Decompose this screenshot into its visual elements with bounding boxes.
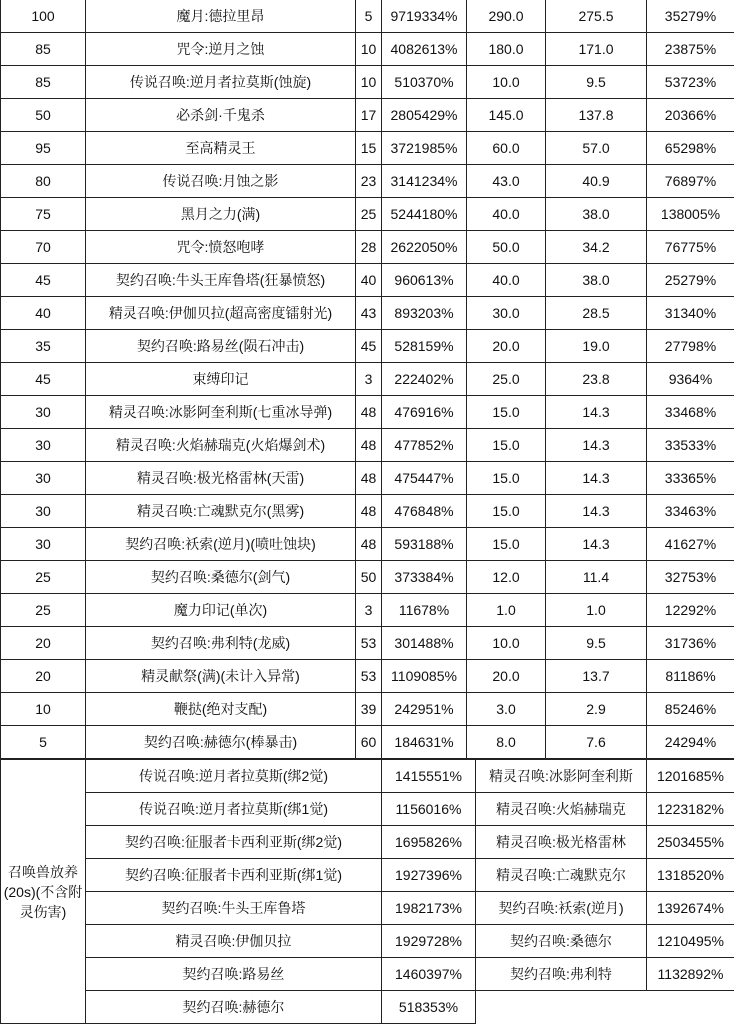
- table-row: [1, 429, 734, 462]
- cooldown-cell: 12.0: [467, 561, 546, 594]
- reduced-cooldown-cell: 171.0: [546, 33, 647, 66]
- reduced-cooldown-cell: 14.3: [546, 396, 647, 429]
- total-damage-cell: 528159%: [382, 330, 467, 363]
- reduced-cooldown-cell: 13.7: [546, 660, 647, 693]
- table-row: [1, 892, 734, 925]
- count-cell: 43: [356, 297, 382, 330]
- count-cell: 48: [356, 396, 382, 429]
- reduced-cooldown-cell: 7.6: [546, 726, 647, 759]
- table-row: [1, 363, 734, 396]
- summon-name-cell: 传说召唤:逆月者拉莫斯(绑1觉): [86, 793, 382, 826]
- total-damage-cell: 184631%: [382, 726, 467, 759]
- summon-damage-cell: 1929728%: [382, 925, 476, 958]
- table-row: [1, 462, 734, 495]
- per-cd-damage-cell: 138005%: [647, 198, 734, 231]
- level-cell: 25: [1, 561, 86, 594]
- level-cell: 70: [1, 231, 86, 264]
- summon-damage-cell: 1927396%: [382, 859, 476, 892]
- summon-name-cell: 契约召唤:赫德尔: [86, 991, 382, 1024]
- skill-name-cell: 黑月之力(满): [86, 198, 356, 231]
- table-row: [1, 264, 734, 297]
- summon-name-cell: 精灵召唤:伊伽贝拉: [86, 925, 382, 958]
- reduced-cooldown-cell: 2.9: [546, 693, 647, 726]
- reduced-cooldown-cell: 137.8: [546, 99, 647, 132]
- table-row: [1, 726, 734, 759]
- level-cell: 30: [1, 429, 86, 462]
- cooldown-cell: 10.0: [467, 627, 546, 660]
- summon-name-cell: 契约召唤:牛头王库鲁塔: [86, 892, 382, 925]
- total-damage-cell: 3721985%: [382, 132, 467, 165]
- table-row: [1, 693, 734, 726]
- level-cell: 30: [1, 528, 86, 561]
- level-cell: 10: [1, 693, 86, 726]
- level-cell: 45: [1, 264, 86, 297]
- summon-damage-table: [0, 759, 734, 1024]
- reduced-cooldown-cell: 28.5: [546, 297, 647, 330]
- skill-name-cell: 精灵献祭(满)(未计入异常): [86, 660, 356, 693]
- table-row: [1, 859, 734, 892]
- skill-name-cell: 精灵召唤:亡魂默克尔(黑雾): [86, 495, 356, 528]
- per-cd-damage-cell: 12292%: [647, 594, 734, 627]
- table-row: [1, 561, 734, 594]
- table-row: [1, 958, 734, 991]
- total-damage-cell: 222402%: [382, 363, 467, 396]
- per-cd-damage-cell: 85246%: [647, 693, 734, 726]
- count-cell: 48: [356, 429, 382, 462]
- level-cell: 30: [1, 495, 86, 528]
- cooldown-cell: 40.0: [467, 198, 546, 231]
- level-cell: 20: [1, 627, 86, 660]
- table-row: [1, 0, 734, 33]
- reduced-cooldown-cell: 19.0: [546, 330, 647, 363]
- skill-name-cell: 契约召唤:牛头王库鲁塔(狂暴愤怒): [86, 264, 356, 297]
- total-damage-cell: 373384%: [382, 561, 467, 594]
- total-damage-cell: 476848%: [382, 495, 467, 528]
- summon-name-cell: 传说召唤:逆月者拉莫斯(绑2觉): [86, 760, 382, 793]
- per-cd-damage-cell: 65298%: [647, 132, 734, 165]
- total-damage-cell: 4082613%: [382, 33, 467, 66]
- reduced-cooldown-cell: 14.3: [546, 429, 647, 462]
- count-cell: 28: [356, 231, 382, 264]
- cooldown-cell: 15.0: [467, 462, 546, 495]
- table-row: [1, 627, 734, 660]
- summon-damage-cell: 1156016%: [382, 793, 476, 826]
- count-cell: 50: [356, 561, 382, 594]
- skill-name-cell: 契约召唤:弗利特(龙威): [86, 627, 356, 660]
- skill-name-cell: 契约召唤:路易丝(陨石冲击): [86, 330, 356, 363]
- table-row: [1, 991, 734, 1024]
- skill-name-cell: 鞭挞(绝对支配): [86, 693, 356, 726]
- cooldown-cell: 3.0: [467, 693, 546, 726]
- count-cell: 10: [356, 33, 382, 66]
- level-cell: 95: [1, 132, 86, 165]
- summon-damage-cell: 1201685%: [647, 760, 734, 793]
- cooldown-cell: 1.0: [467, 594, 546, 627]
- reduced-cooldown-cell: 23.8: [546, 363, 647, 396]
- cooldown-cell: 25.0: [467, 363, 546, 396]
- summon-damage-cell: 1318520%: [647, 859, 734, 892]
- per-cd-damage-cell: 33468%: [647, 396, 734, 429]
- skill-name-cell: 精灵召唤:火焰赫瑞克(火焰爆剑术): [86, 429, 356, 462]
- count-cell: 10: [356, 66, 382, 99]
- summon-name-cell: 契约召唤:弗利特: [476, 958, 647, 991]
- per-cd-damage-cell: 33463%: [647, 495, 734, 528]
- count-cell: 25: [356, 198, 382, 231]
- summon-damage-cell: 1210495%: [647, 925, 734, 958]
- reduced-cooldown-cell: 40.9: [546, 165, 647, 198]
- level-cell: 20: [1, 660, 86, 693]
- cooldown-cell: 15.0: [467, 429, 546, 462]
- table-row: [1, 528, 734, 561]
- table-row: [1, 297, 734, 330]
- table-row: [1, 925, 734, 958]
- skill-name-cell: 咒令:逆月之蚀: [86, 33, 356, 66]
- summon-name-cell: 契约召唤:征服者卡西利亚斯(绑1觉): [86, 859, 382, 892]
- skill-name-cell: 精灵召唤:伊伽贝拉(超高密度镭射光): [86, 297, 356, 330]
- summon-name-cell: 契约召唤:桑德尔: [476, 925, 647, 958]
- reduced-cooldown-cell: 14.3: [546, 528, 647, 561]
- level-cell: 85: [1, 66, 86, 99]
- table-row: [1, 760, 734, 793]
- summon-damage-cell: 1695826%: [382, 826, 476, 859]
- skill-name-cell: 魔月:德拉里昂: [86, 0, 356, 33]
- per-cd-damage-cell: 33365%: [647, 462, 734, 495]
- table-row: [1, 165, 734, 198]
- skill-name-cell: 精灵召唤:极光格雷林(天雷): [86, 462, 356, 495]
- total-damage-cell: 242951%: [382, 693, 467, 726]
- reduced-cooldown-cell: 38.0: [546, 264, 647, 297]
- reduced-cooldown-cell: 9.5: [546, 66, 647, 99]
- per-cd-damage-cell: 33533%: [647, 429, 734, 462]
- skill-name-cell: 至高精灵王: [86, 132, 356, 165]
- summon-name-cell: 契约召唤:征服者卡西利亚斯(绑2觉): [86, 826, 382, 859]
- skill-name-cell: 传说召唤:月蚀之影: [86, 165, 356, 198]
- total-damage-cell: 477852%: [382, 429, 467, 462]
- cooldown-cell: 15.0: [467, 495, 546, 528]
- total-damage-cell: 893203%: [382, 297, 467, 330]
- total-damage-cell: 476916%: [382, 396, 467, 429]
- table-row: [1, 66, 734, 99]
- level-cell: 35: [1, 330, 86, 363]
- total-damage-cell: 510370%: [382, 66, 467, 99]
- per-cd-damage-cell: 27798%: [647, 330, 734, 363]
- summon-name-cell: 精灵召唤:冰影阿奎利斯: [476, 760, 647, 793]
- cooldown-cell: 8.0: [467, 726, 546, 759]
- per-cd-damage-cell: 9364%: [647, 363, 734, 396]
- level-cell: 50: [1, 99, 86, 132]
- cooldown-cell: 30.0: [467, 297, 546, 330]
- count-cell: 3: [356, 363, 382, 396]
- summon-name-cell: 契约召唤:袄索(逆月): [476, 892, 647, 925]
- skill-name-cell: 必杀剑·千鬼杀: [86, 99, 356, 132]
- reduced-cooldown-cell: 9.5: [546, 627, 647, 660]
- summon-damage-cell: 1460397%: [382, 958, 476, 991]
- cooldown-cell: 290.0: [467, 0, 546, 33]
- cooldown-cell: 145.0: [467, 99, 546, 132]
- count-cell: 60: [356, 726, 382, 759]
- level-cell: 30: [1, 396, 86, 429]
- total-damage-cell: 1109085%: [382, 660, 467, 693]
- skill-name-cell: 咒令:愤怒咆哮: [86, 231, 356, 264]
- cooldown-cell: 20.0: [467, 660, 546, 693]
- table-row: [1, 231, 734, 264]
- table-row: [1, 396, 734, 429]
- cooldown-cell: 60.0: [467, 132, 546, 165]
- per-cd-damage-cell: 31736%: [647, 627, 734, 660]
- total-damage-cell: 9719334%: [382, 0, 467, 33]
- total-damage-cell: 2622050%: [382, 231, 467, 264]
- level-cell: 100: [1, 0, 86, 33]
- count-cell: 48: [356, 495, 382, 528]
- table-row: [1, 660, 734, 693]
- summon-name-cell: 契约召唤:路易丝: [86, 958, 382, 991]
- summon-damage-cell: 518353%: [382, 991, 476, 1024]
- count-cell: 45: [356, 330, 382, 363]
- summon-damage-cell: 1132892%: [647, 958, 734, 991]
- count-cell: 53: [356, 627, 382, 660]
- table-row: [1, 99, 734, 132]
- count-cell: 23: [356, 165, 382, 198]
- total-damage-cell: 301488%: [382, 627, 467, 660]
- skill-name-cell: 魔力印记(单次): [86, 594, 356, 627]
- count-cell: 53: [356, 660, 382, 693]
- summon-damage-cell: 1415551%: [382, 760, 476, 793]
- per-cd-damage-cell: 35279%: [647, 0, 734, 33]
- level-cell: 85: [1, 33, 86, 66]
- per-cd-damage-cell: 76775%: [647, 231, 734, 264]
- table-row: [1, 330, 734, 363]
- cooldown-cell: 15.0: [467, 528, 546, 561]
- cooldown-cell: 43.0: [467, 165, 546, 198]
- count-cell: 5: [356, 0, 382, 33]
- reduced-cooldown-cell: 11.4: [546, 561, 647, 594]
- table-row: [1, 793, 734, 826]
- reduced-cooldown-cell: 34.2: [546, 231, 647, 264]
- summon-name-cell: 精灵召唤:极光格雷林: [476, 826, 647, 859]
- per-cd-damage-cell: 53723%: [647, 66, 734, 99]
- table-row: [1, 826, 734, 859]
- per-cd-damage-cell: 20366%: [647, 99, 734, 132]
- level-cell: 40: [1, 297, 86, 330]
- level-cell: 80: [1, 165, 86, 198]
- total-damage-cell: 2805429%: [382, 99, 467, 132]
- reduced-cooldown-cell: 275.5: [546, 0, 647, 33]
- summon-damage-cell: 1392674%: [647, 892, 734, 925]
- level-cell: 45: [1, 363, 86, 396]
- cooldown-cell: 40.0: [467, 264, 546, 297]
- summon-name-cell: 精灵召唤:火焰赫瑞克: [476, 793, 647, 826]
- summon-damage-cell: 1982173%: [382, 892, 476, 925]
- total-damage-cell: 3141234%: [382, 165, 467, 198]
- total-damage-cell: 5244180%: [382, 198, 467, 231]
- empty-cell: [476, 991, 734, 1024]
- reduced-cooldown-cell: 57.0: [546, 132, 647, 165]
- reduced-cooldown-cell: 14.3: [546, 462, 647, 495]
- count-cell: 40: [356, 264, 382, 297]
- skill-name-cell: 契约召唤:赫德尔(棒暴击): [86, 726, 356, 759]
- per-cd-damage-cell: 32753%: [647, 561, 734, 594]
- summon-group-label: 召唤兽放养(20s)(不含附灵伤害): [1, 760, 86, 1024]
- table-row: [1, 198, 734, 231]
- table-row: [1, 594, 734, 627]
- per-cd-damage-cell: 25279%: [647, 264, 734, 297]
- count-cell: 3: [356, 594, 382, 627]
- level-cell: 75: [1, 198, 86, 231]
- table-row: [1, 33, 734, 66]
- level-cell: 5: [1, 726, 86, 759]
- per-cd-damage-cell: 24294%: [647, 726, 734, 759]
- total-damage-cell: 11678%: [382, 594, 467, 627]
- skill-name-cell: 精灵召唤:冰影阿奎利斯(七重冰导弹): [86, 396, 356, 429]
- summon-damage-cell: 1223182%: [647, 793, 734, 826]
- skill-name-cell: 传说召唤:逆月者拉莫斯(蚀旋): [86, 66, 356, 99]
- reduced-cooldown-cell: 1.0: [546, 594, 647, 627]
- per-cd-damage-cell: 23875%: [647, 33, 734, 66]
- cooldown-cell: 20.0: [467, 330, 546, 363]
- table-row: [1, 495, 734, 528]
- count-cell: 48: [356, 528, 382, 561]
- count-cell: 48: [356, 462, 382, 495]
- level-cell: 25: [1, 594, 86, 627]
- total-damage-cell: 960613%: [382, 264, 467, 297]
- per-cd-damage-cell: 31340%: [647, 297, 734, 330]
- count-cell: 15: [356, 132, 382, 165]
- level-cell: 30: [1, 462, 86, 495]
- total-damage-cell: 593188%: [382, 528, 467, 561]
- cooldown-cell: 15.0: [467, 396, 546, 429]
- per-cd-damage-cell: 76897%: [647, 165, 734, 198]
- skill-name-cell: 契约召唤:袄索(逆月)(喷吐蚀块): [86, 528, 356, 561]
- cooldown-cell: 50.0: [467, 231, 546, 264]
- count-cell: 17: [356, 99, 382, 132]
- table-row: [1, 132, 734, 165]
- reduced-cooldown-cell: 14.3: [546, 495, 647, 528]
- cooldown-cell: 180.0: [467, 33, 546, 66]
- cooldown-cell: 10.0: [467, 66, 546, 99]
- per-cd-damage-cell: 41627%: [647, 528, 734, 561]
- skill-name-cell: 束缚印记: [86, 363, 356, 396]
- count-cell: 39: [356, 693, 382, 726]
- summon-damage-cell: 2503455%: [647, 826, 734, 859]
- reduced-cooldown-cell: 38.0: [546, 198, 647, 231]
- total-damage-cell: 475447%: [382, 462, 467, 495]
- summon-name-cell: 精灵召唤:亡魂默克尔: [476, 859, 647, 892]
- skill-name-cell: 契约召唤:桑德尔(剑气): [86, 561, 356, 594]
- per-cd-damage-cell: 81186%: [647, 660, 734, 693]
